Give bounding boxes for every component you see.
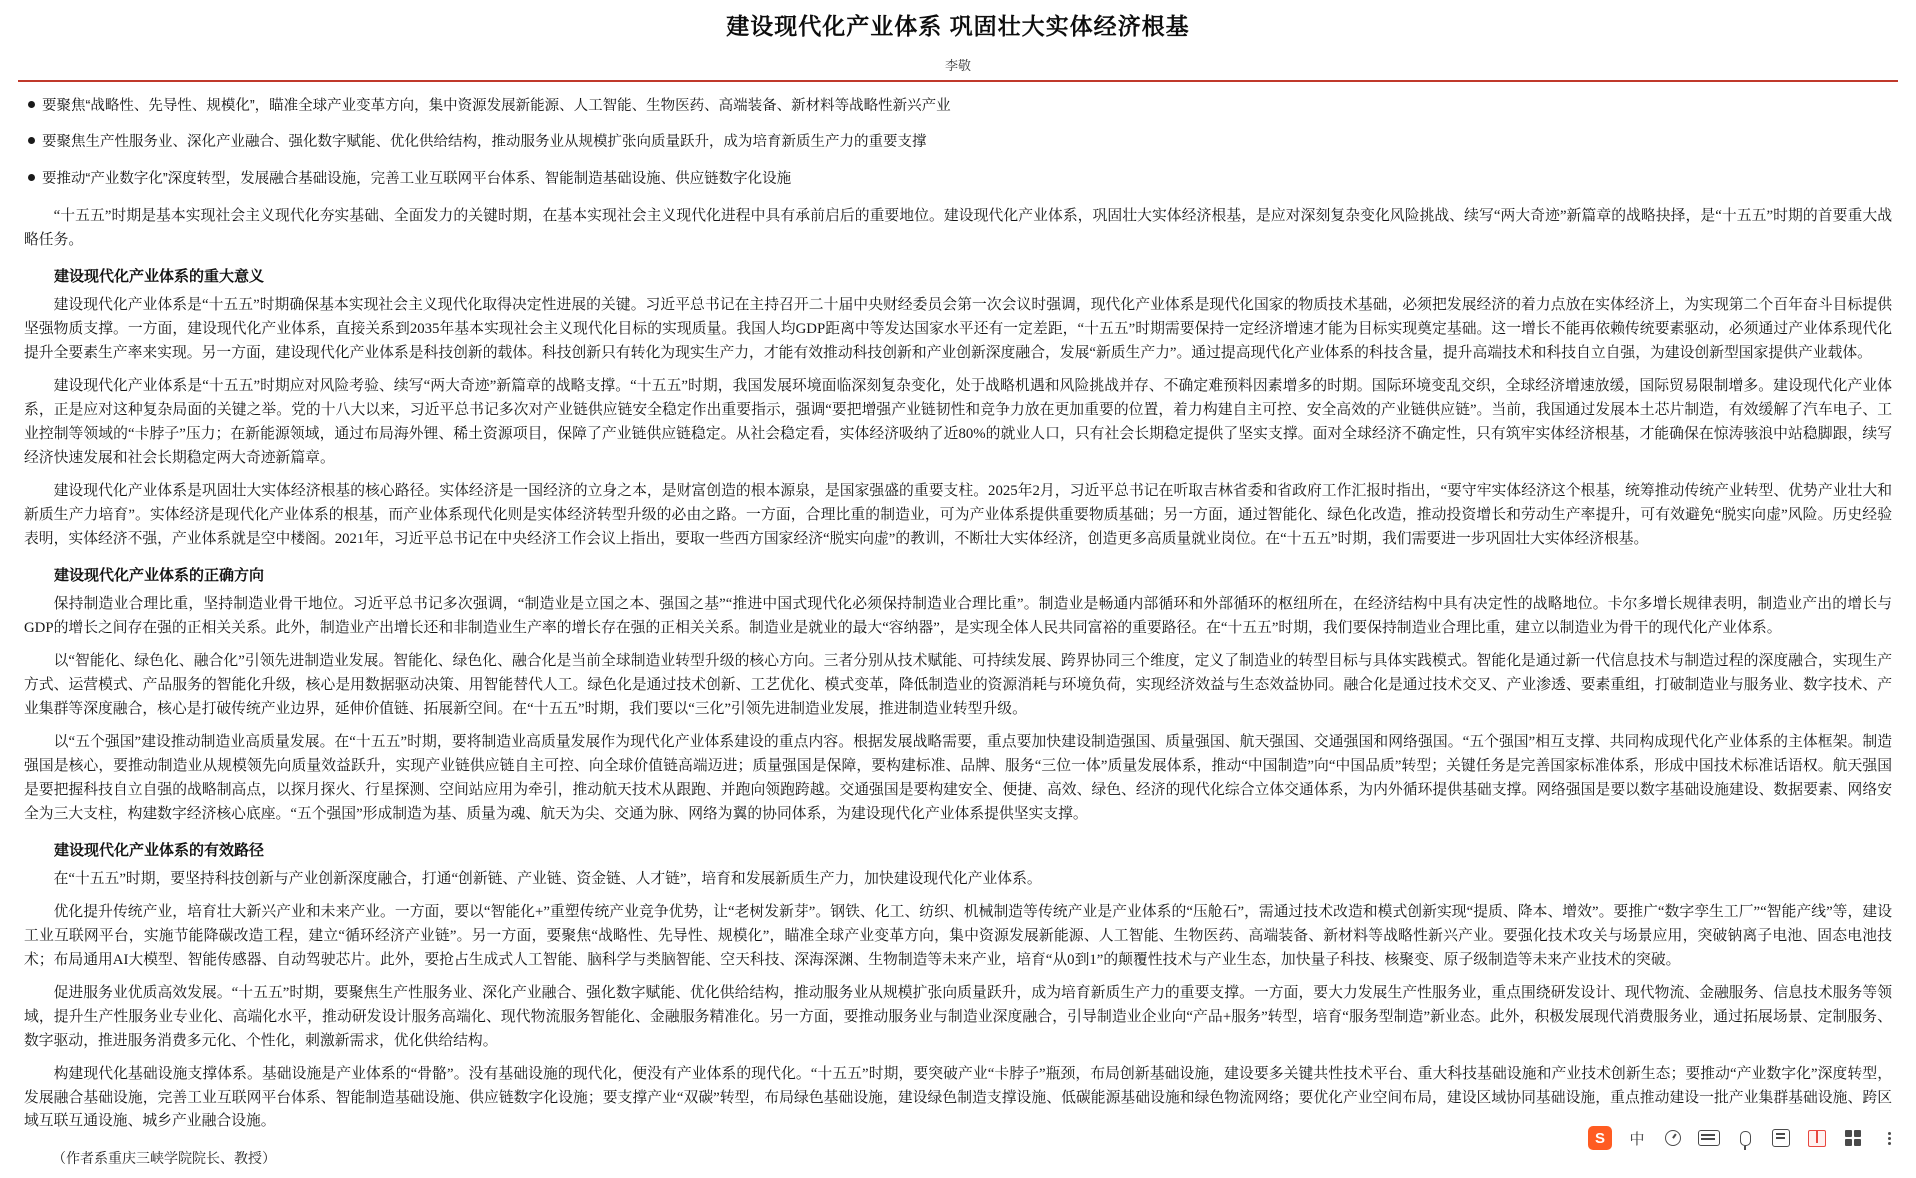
paragraph: 促进服务业优质高效发展。“十五五”时期，要聚焦生产性服务业、深化产业融合、强化数字赋能、优化供给结构，推动服务业从规模扩张向质量跃升，成为培育新质生产力的重要支撑。一方面，要大力发展生产性服务业，重点围绕研发设计、现代物流、金融服务、信息技术服务等领域，提升生产性服务业专业化、高端化水平，推动研发设计服务高端化、现代物流服务智能化、金融服务精准化。另一方面，要推动服务业与制造业深度融合，引导制造业企业向“产品+服务”转型，培育“服务型制造”新业态。此外，积极发展现代消费服务业，通过拓展场景、定制服务、数字驱动，推进服务消费多元化、个性化，刺激新需求，优化供给结构。 bbox=[24, 984, 1892, 1049]
article-body bbox=[0, 82, 1916, 1168]
input-mode-chinese-icon[interactable]: 中 bbox=[1629, 1130, 1645, 1148]
paragraph: 建设现代化产业体系是“十五五”时期应对风险考验、续写“两大奇迹”新篇章的战略支撑。“十五五”时期，我国发展环境面临深刻复杂变化，处于战略机遇和风险挑战并存、不确定难预料因素增多的时期。国际环境变乱交织，全球经济增速放缓，国际贸易限制增多。建设现代化产业体系，正是应对这种复杂局面的关键之举。党的十八大以来，习近平总书记多次对产业链供应链安全稳定作出重要指示，强调“要把增强产业链韧性和竞争力放在更加重要的位置，着力构建自主可控、安全高效的产业链供应链”。当前，我国通过发展本土芯片制造，有效缓解了汽车电子、工业控制等领域的“卡脖子”压力；在新能源领域，通过布局海外锂、稀土资源项目，保障了产业链供应链稳定。从社会稳定看，实体经济吸纳了近80%的就业人口，只有社会长期稳定提供了坚实支撑。面对全球经济不确定性，只有筑牢实体经济根基，才能确保在惊涛骇浪中站稳脚跟，续写经济快速发展和社会长期稳定两大奇迹新篇章。 bbox=[24, 378, 1892, 467]
punctuation-glyph-icon bbox=[1665, 1130, 1681, 1146]
paragraph: 建设现代化产业体系是“十五五”时期确保基本实现社会主义现代化取得决定性进展的关键。习近平总书记在主持召开二十届中央财经委员会第一次会议时强调，现代化产业体系是现代化国家的物质技术基础，必须把发展经济的着力点放在实体经济上，为实现第二个百年奋斗目标提供坚强物质支撑。一方面，建设现代化产业体系，直接关系到2035年基本实现社会主义现代化目标的实现质量。我国人均GDP距离中等发达国家水平还有一定差距，“十五五”时期需要保持一定经济增速才能为目标实现奠定基础。这一增长不能再依赖传统要素驱动，必须通过产业体系现代化提升全要素生产率来实现。另一方面，建设现代化产业体系是科技创新的载体。科技创新只有转化为现实生产力，才能有效推动科技创新和产业创新深度融合，发展“新质生产力”。通过提高现代化产业体系的科技含量，提升高端技术和科技自立自强，为建设创新型国家提供产业载体。 bbox=[24, 297, 1892, 362]
punctuation-toggle-icon[interactable] bbox=[1662, 1127, 1684, 1149]
page-title: 建设现代化产业体系 巩固壮大实体经济根基 bbox=[726, 13, 1190, 39]
bullet-text: 要聚焦“战略性、先导性、规模化”，瞄准全球产业变革方向，集中资源发展新能源、人工智能、生物医药、高端装备、新材料等战略性新兴产业 bbox=[42, 98, 951, 114]
bullet-dot-icon bbox=[28, 101, 35, 108]
section-heading-significance: 建设现代化产业体系的重大意义 bbox=[54, 269, 265, 286]
paragraph: 保持制造业合理比重，坚持制造业骨干地位。习近平总书记多次强调，“制造业是立国之本、强国之基”“推进中国式现代化必须保持制造业合理比重”。制造业是畅通内部循环和外部循环的枢纽所在，在经济结构中具有决定性的战略地位。卡尔多增长规律表明，制造业产出的增长与GDP的增长之间存在强的正相关关系。此外，制造业产出增长还和非制造业生产率的增长存在强的正相关关系。制造业是就业的最大“容纳器”，是实现全体人民共同富裕的重要路径。在“十五五”时期，我们要保持制造业合理比重，建立以制造业为骨干的现代化产业体系。 bbox=[24, 596, 1892, 636]
keyboard-icon[interactable] bbox=[1698, 1127, 1720, 1149]
section-heading-path: 建设现代化产业体系的有效路径 bbox=[54, 842, 265, 859]
toolbox-icon[interactable] bbox=[1842, 1127, 1864, 1149]
notepad-icon[interactable] bbox=[1770, 1127, 1792, 1149]
paragraph: 在“十五五”时期，要坚持科技创新与产业创新深度融合，打通“创新链、产业链、资金链、人才链”，培育和发展新质生产力，加快建设现代化产业体系。 bbox=[53, 870, 1042, 887]
paragraph: 建设现代化产业体系是巩固壮大实体经济根基的核心路径。实体经济是一国经济的立身之本，是财富创造的根本源泉，是国家强盛的重要支柱。2025年2月，习近平总书记在听取吉林省委和省政府工作汇报时指出，“要守牢实体经济这个根基，统筹推动传统产业转型、优势产业壮大和新质生产力培育”。实体经济是现代化产业体系的根基，而产业体系现代化则是实体经济转型升级的必由之路。一方面，合理比重的制造业，可为产业体系提供重要物质基础；另一方面，通过智能化、绿色化改造，推动投资增长和劳动生产率提升，可有效避免“脱实向虚”风险。历史经验表明，实体经济不强，产业体系就是空中楼阁。2021年，习近平总书记在中央经济工作会议上指出，要取一些西方国家经济“脱实向虚”的教训，不断壮大实体经济，创造更多高质量就业岗位。在“十五五”时期，我们需要进一步巩固壮大实体经济根基。 bbox=[24, 483, 1892, 548]
gift-glyph-icon bbox=[1808, 1130, 1826, 1147]
paragraph: 以“智能化、绿色化、融合化”引领先进制造业发展。智能化、绿色化、融合化是当前全球制造业转型升级的核心方向。三者分别从技术赋能、可持续发展、跨界协同三个维度，定义了制造业的转型目标与具体实践模式。智能化是通过新一代信息技术与制造过程的深度融合，实现生产方式、运营模式、产品服务的智能化升级，核心是用数据驱动决策、用智能替代人工。绿色化是通过技术创新、工艺优化、模式变革，降低制造业的资源消耗与环境负荷，实现经济效益与生态效益协同。融合化是通过技术交叉、产业渗透、要素重组，打破制造业与服务业、数字技术、产业集群等深度融合，核心是打破传统产业边界，延伸价值链、拓展新空间。在“十五五”时期，我们要以“三化”引领先进制造业发展，推进制造业转型升级。 bbox=[24, 652, 1892, 717]
author-signature: （作者系重庆三峡学院院长、教授） bbox=[52, 1152, 276, 1168]
summary-bullet-list bbox=[24, 88, 1892, 197]
author-byline: 李敬 bbox=[944, 58, 971, 73]
notepad-glyph-icon bbox=[1772, 1129, 1790, 1147]
gift-icon[interactable] bbox=[1806, 1127, 1828, 1149]
voice-input-icon[interactable] bbox=[1734, 1127, 1756, 1149]
microphone-glyph-icon bbox=[1740, 1131, 1751, 1146]
paragraph: 构建现代化基础设施支撑体系。基础设施是产业体系的“骨骼”。没有基础设施的现代化，便没有产业体系的现代化。“十五五”时期，要突破产业“卡脖子”瓶颈，布局创新基础设施，建设要多关键共性技术平台、重大科技基础设施和产业技术创新生态；要推动“产业数字化”深度转型，发展融合基础设施，完善工业互联网平台体系、智能制造基础设施、供应链数字化设施；要支撑产业“双碳”转型，布局绿色基础设施，建设绿色制造支撑设施、低碳能源基础设施和绿色物流网络；要优化产业空间布局，建设区域协同基础设施，重点推动建设一批产业集群基础设施、跨区域互联互通设施、城乡产业融合设施。 bbox=[24, 1065, 1892, 1130]
more-options-icon[interactable] bbox=[1878, 1127, 1900, 1149]
apps-grid-glyph-icon bbox=[1845, 1130, 1861, 1146]
ime-floating-toolbar[interactable] bbox=[1582, 1122, 1906, 1154]
bullet-dot-icon bbox=[28, 137, 35, 144]
bullet-text: 要聚焦生产性服务业、深化产业融合、强化数字赋能、优化供给结构，推动服务业从规模扩张向质量跃升，成为培育新质生产力的重要支撑 bbox=[42, 134, 927, 151]
section-heading-direction: 建设现代化产业体系的正确方向 bbox=[54, 568, 265, 585]
vertical-dots-glyph-icon bbox=[1888, 1132, 1891, 1145]
paragraph-intro: “十五五”时期是基本实现社会主义现代化夯实基础、全面发力的关键时期，在基本实现社会主义现代化进程中具有承前启后的重要地位。建设现代化产业体系，巩固壮大实体经济根基，是应对深刻复杂变化风险挑战、续写“两大奇迹”新篇章的战略抉择，是“十五五”时期的首要重大战略任务。 bbox=[24, 208, 1892, 249]
bullet-dot-icon bbox=[28, 174, 35, 181]
bullet-text: 要推动“产业数字化”深度转型，发展融合基础设施，完善工业互联网平台体系、智能制造基础设施、供应链数字化设施 bbox=[42, 170, 792, 187]
list-item bbox=[24, 124, 1892, 160]
paragraph: 以“五个强国”建设推动制造业高质量发展。在“十五五”时期，要将制造业高质量发展作为现代化产业体系建设的重点内容。根据发展战略需要，重点要加快建设制造强国、质量强国、航天强国、交通强国和网络强国。“五个强国”相互支撑、共同构成现代化产业体系的主体框架。制造强国是核心，要推动制造业从规模领先向质量效益跃升，实现产业链供应链自主可控、向全球价值链高端迈进；质量强国是保障，要构建标准、品牌、服务“三位一体”质量发展体系，推动“中国制造”向“中国品质”转型；关键任务是完善国家标准体系，形成中国技术标准话语权。航天强国是要把握科技自立自强的战略制高点，以探月探火、行星探测、空间站应用为牵引，推动航天技术从跟跑、并跑向领跑跨越。交通强国是要构建安全、便捷、高效、绿色、经济的现代化综合立体交通体系，为内外循环提供基础支撑。网络强国是要以数字基础设施建设、数据要素、网络安全为三大支柱，构建数字经济核心底座。“五个强国”形成制造为基、质量为魂、航天为尖、交通为脉、网络为翼的协同体系，为建设现代化产业体系提供坚实支撑。 bbox=[24, 733, 1892, 822]
sogou-logo-icon[interactable]: S bbox=[1588, 1126, 1612, 1150]
list-item bbox=[24, 161, 1892, 197]
list-item bbox=[24, 88, 1892, 124]
paragraph: 优化提升传统产业，培育壮大新兴产业和未来产业。一方面，要以“智能化+”重塑传统产业竞争优势，让“老树发新芽”。钢铁、化工、纺织、机械制造等传统产业是产业体系的“压舱石”，需通过技术改造和模式创新实现“提质、降本、增效”。要推广“数字孪生工厂”“智能产线”等，建设工业互联网平台，实施节能降碳改造工程，建立“循环经济产业链”。另一方面，要聚焦“战略性、先导性、规模化”，瞄准全球产业变革方向，集中资源发展新能源、人工智能、生物医药、高端装备、新材料等战略性新兴产业。要强化技术攻关与场景应用，突破钠离子电池、固态电池技术；布局通用AI大模型、智能传感器、自动驾驶芯片。此外，要抢占生成式人工智能、脑科学与类脑智能、空天科技、深海深渊、生物制造等未来产业，培育“从0到1”的颠覆性技术与产业生态，加快量子科技、核聚变、原子级制造等未来产业技术的突破。 bbox=[24, 903, 1892, 968]
keyboard-glyph-icon bbox=[1698, 1130, 1720, 1146]
